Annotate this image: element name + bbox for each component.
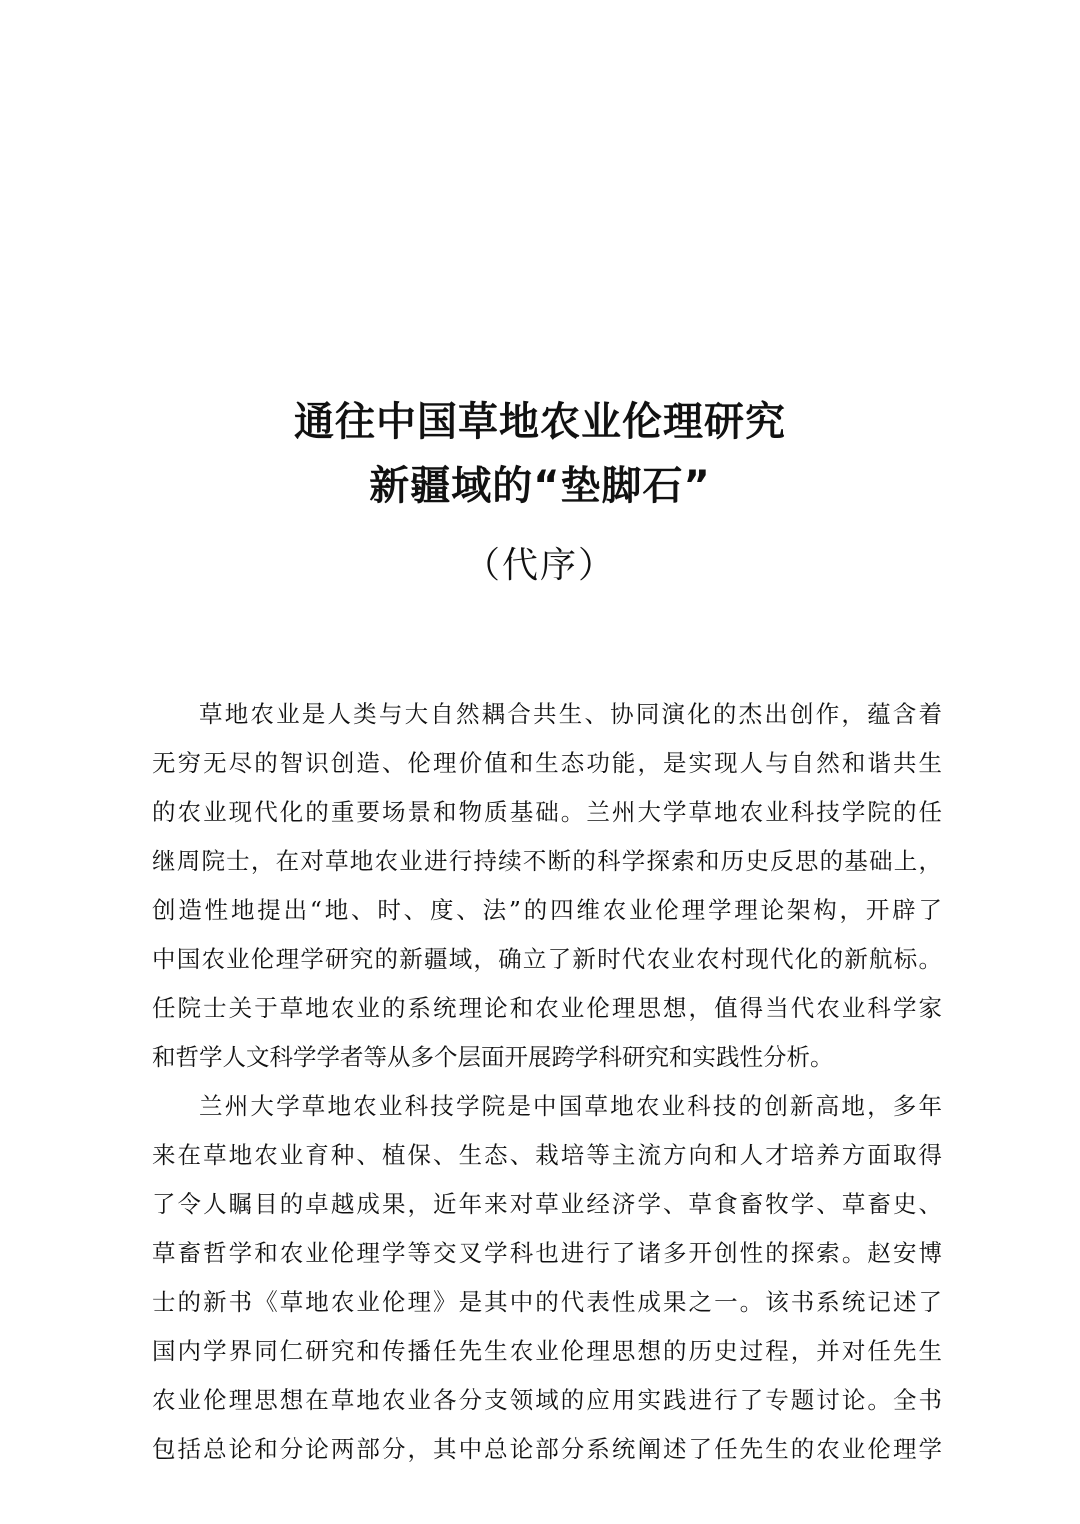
paragraph-2 bbox=[152, 1082, 942, 1474]
text-line: 来在草地农业育种、植保、生态、栽培等主流方向和人才培养方面取得 bbox=[152, 1141, 942, 1169]
text-line: 国内学界同仁研究和传播任先生农业伦理思想的历史过程，并对任先生 bbox=[152, 1337, 942, 1365]
text-line: 农业伦理思想在草地农业各分支领域的应用实践进行了专题讨论。全书 bbox=[152, 1386, 942, 1414]
text-line: 草畜哲学和农业伦理学等交叉学科也进行了诸多开创性的探索。赵安博 bbox=[152, 1239, 942, 1267]
subtitle: （代序） bbox=[463, 545, 616, 586]
text-line: 包括总论和分论两部分，其中总论部分系统阐述了任先生的农业伦理学 bbox=[152, 1435, 942, 1463]
text-line: 无穷无尽的智识创造、伦理价值和生态功能，是实现人与自然和谐共生 bbox=[152, 749, 942, 777]
text-line: 草地农业是人类与大自然耦合共生、协同演化的杰出创作，蕴含着 bbox=[199, 700, 942, 728]
title-line-2: 新疆域的“垫脚石” bbox=[369, 463, 711, 509]
text-line: 中国农业伦理学研究的新疆域，确立了新时代农业农村现代化的新航标。 bbox=[152, 945, 942, 973]
text-line: 兰州大学草地农业科技学院是中国草地农业科技的创新高地，多年 bbox=[199, 1092, 942, 1120]
text-line: 继周院士，在对草地农业进行持续不断的科学探索和历史反思的基础上， bbox=[152, 847, 942, 875]
paragraph-1 bbox=[152, 690, 942, 1082]
text-line: 了令人瞩目的卓越成果，近年来对草业经济学、草食畜牧学、草畜史、 bbox=[152, 1190, 942, 1218]
text-line: 和哲学人文科学学者等从多个层面开展跨学科研究和实践性分析。 bbox=[152, 1043, 834, 1071]
text-line: 士的新书《草地农业伦理》是其中的代表性成果之一。该书系统记述了 bbox=[152, 1288, 942, 1316]
body-text bbox=[152, 690, 942, 1474]
text-line: 创造性地提出“地、时、度、法”的四维农业伦理学理论架构，开辟了 bbox=[152, 896, 942, 924]
text-line: 任院士关于草地农业的系统理论和农业伦理思想，值得当代农业科学家 bbox=[152, 994, 942, 1022]
text-line: 的农业现代化的重要场景和物质基础。兰州大学草地农业科技学院的任 bbox=[152, 798, 942, 826]
title-line-1: 通往中国草地农业伦理研究 bbox=[294, 399, 786, 445]
